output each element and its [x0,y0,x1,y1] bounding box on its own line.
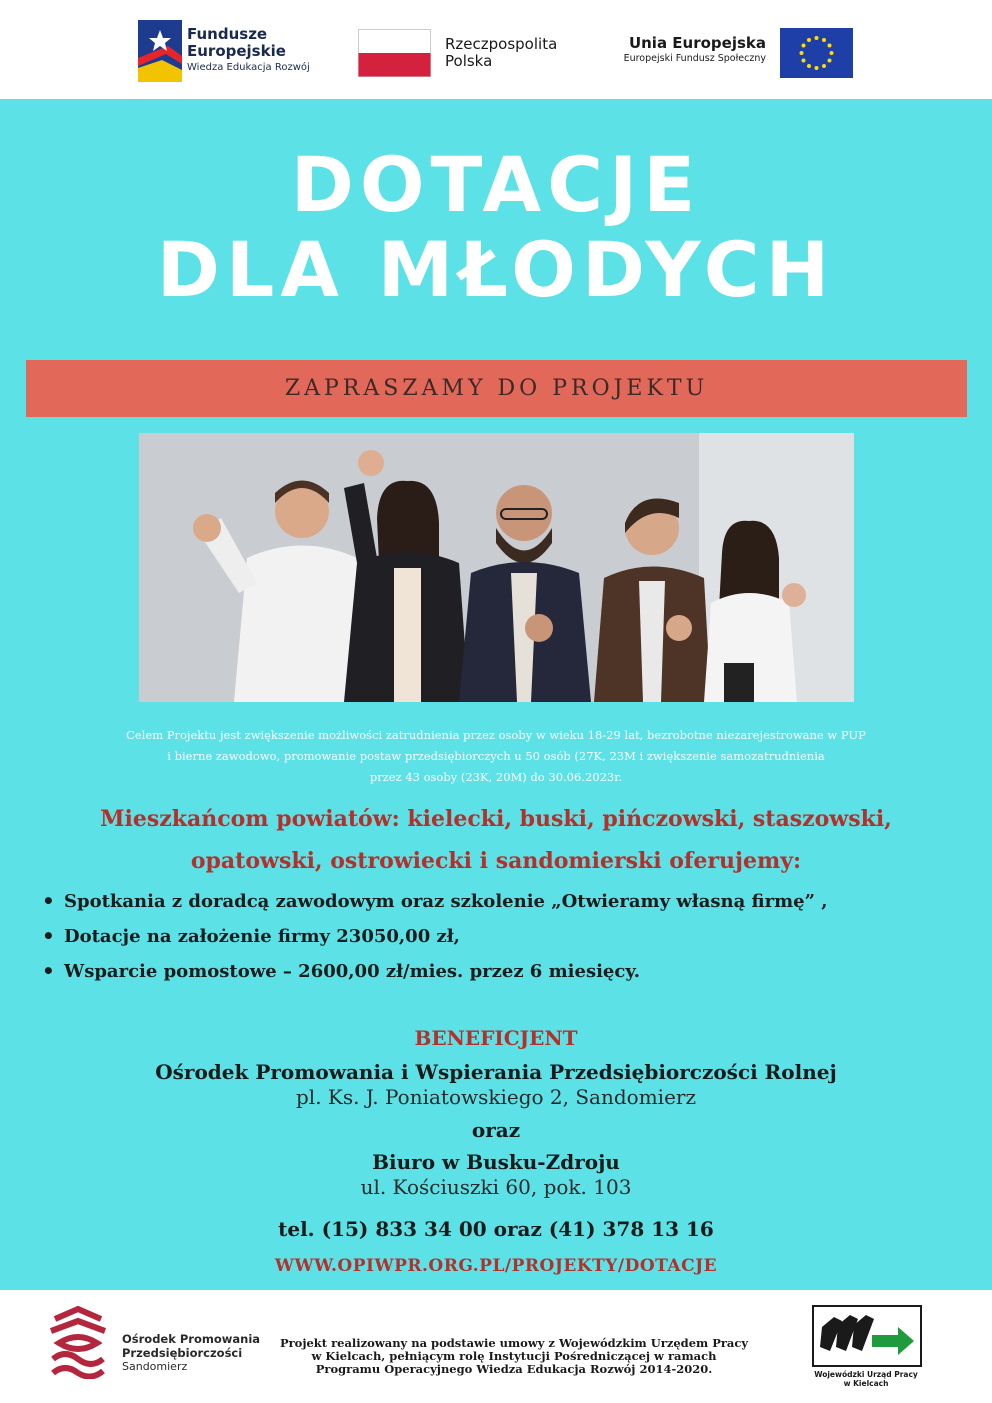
unia-europejska-logo-text: Unia Europejska Europejski Fundusz Społeczny [623,34,766,64]
beneficiary-address: pl. Ks. J. Poniatowskiego 2, Sandomierz [296,1085,696,1109]
list-item: • Wsparcie pomostowe – 2600,00 zł/mies. przez 6 miesięcy. [38,954,958,989]
note-line: Projekt realizowany na podstawie umowy z Wojewódzkim Urzędem Pracy [279,1336,749,1350]
list-item: • Spotkania z doradcą zawodowym oraz szkolenie „Otwieramy własną firmę” , [38,884,958,919]
project-description [40,725,952,788]
project-funding-note [268,1337,760,1376]
opiwpr-logo-text: Ośrodek Promowania Przedsiębiorczości Sandomierz [122,1332,261,1373]
wup-kielce-logo-icon [812,1305,922,1367]
and-text: oraz [471,1118,521,1142]
note-line: Programu Operacyjnego Wiedza Edukacja Rozwój 2014-2020. [315,1362,713,1376]
description-line: i bierne zawodowo, promowanie postaw przedsiębiorczych u 50 osób (27K, 23M i zwiększenie samozatrudnienia [167,749,825,763]
note-line: w Kielcach, pełniącym rolę Instytucji Pośredniczącej w ramach [311,1349,717,1363]
office-address: ul. Kościuszki 60, pok. 103 [360,1175,632,1199]
beneficiary-organization: Ośrodek Promowania i Wspierania Przedsiębiorczości Rolnej [155,1060,837,1084]
opiwpr-logo-icon [45,1305,111,1379]
group-of-young-people-photo [139,433,854,702]
title-line-2: DLA MŁODYCH [156,225,836,314]
list-item: • Dotacje na założenie firmy 23050,00 zł, [38,919,958,954]
invite-banner-text: ZAPRASZAMY DO PROJEKTU [284,376,709,401]
description-line: przez 43 osoby (23K, 20M) do 30.06.2023r. [369,770,623,784]
title-line-1: DOTACJE [290,140,702,229]
fundusze-europejskie-logo-icon [138,20,182,82]
fundusze-europejskie-logo-text: Fundusze Europejskie Wiedza Edukacja Rozwój [187,25,310,73]
office-name: Biuro w Busku-Zdroju [372,1150,620,1174]
offer-heading-line-2: opatowski, ostrowiecki i sandomierski oferujemy: [190,848,802,874]
offer-list [38,884,958,989]
rzeczpospolita-polska-logo-text: Rzeczpospolita Polska [445,35,558,70]
eu-flag-icon [780,28,853,78]
offer-heading-line-1: Mieszkańcom powiatów: kielecki, buski, pińczowski, staszowski, [100,806,892,832]
description-line: Celem Projektu jest zwiększenie możliwości zatrudnienia przez osoby w wieku 18-29 lat, bezrobotne niezarejestrowane w PUP [126,728,866,742]
phone-numbers: tel. (15) 833 34 00 oraz (41) 378 13 16 [278,1217,714,1241]
beneficiary-label: BENEFICJENT [414,1026,578,1050]
polish-flag-icon [358,29,431,77]
website-link[interactable]: WWW.OPIWPR.ORG.PL/PROJEKTY/DOTACJE [274,1256,718,1276]
wup-kielce-logo-text: Wojewódzki Urząd Pracy w Kielcach [814,1370,918,1388]
